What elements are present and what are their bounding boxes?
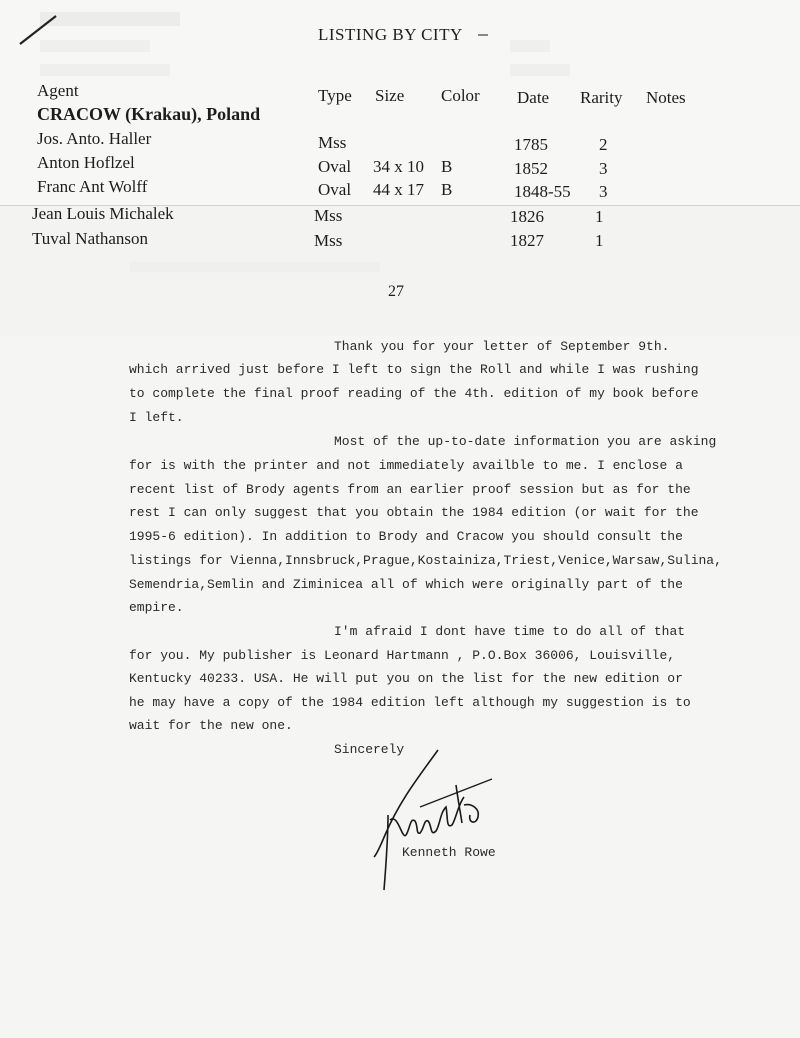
col-notes: Notes [646,88,686,107]
row-rarity: 3 [599,182,608,201]
letter-line: empire. [129,600,184,615]
row-color: B [441,157,453,176]
page-number: 27 [388,283,404,300]
letter-line: I left. [129,410,184,425]
show-through [510,64,570,76]
closing: Sincerely [334,742,405,757]
col-agent: Agent [37,81,79,100]
row-date: 1848-55 [514,182,571,201]
letter-line: rest I can only suggest that you obtain the 1984 edition (or wait for the [129,505,699,520]
row-rarity: 1 [595,231,604,250]
row-size: 34 x 10 [373,157,424,176]
letter-line: for you. My publisher is Leonard Hartmann , P.O.Box 36006, Louisville, [129,648,676,663]
letter-line: Most of the up-to-date information you are asking [334,434,717,449]
row-color: B [441,180,453,199]
letter-line: recent list of Brody agents from an earlier proof session but as for the [129,482,691,497]
row-rarity: 2 [599,135,608,154]
row-type: Mss [314,206,343,225]
letter-line: he may have a copy of the 1984 edition left although my suggestion is to [129,695,691,710]
col-rarity: Rarity [580,88,623,107]
letter-line: listings for Vienna,Innsbruck,Prague,Kostainiza,Triest,Venice,Warsaw,Sulina, [129,553,722,568]
letter-line: to complete the final proof reading of the 4th. edition of my book before [129,386,699,401]
city-heading: CRACOW (Krakau), Poland [37,104,261,124]
stray-mark [478,34,488,36]
row-date: 1785 [514,135,548,154]
row-type: Mss [314,231,343,250]
row-type: Mss [318,133,347,152]
row-date: 1826 [510,207,544,226]
letter-line: for is with the printer and not immediately availble to me. I enclose a [129,458,683,473]
col-type: Type [318,86,352,105]
col-color: Color [441,86,480,105]
letter-line: which arrived just before I left to sign the Roll and while I was rushing [129,362,699,377]
row-date: 1852 [514,159,548,178]
letter-line: I'm afraid I dont have time to do all of that [334,624,686,639]
row-agent: Anton Hoflzel [37,153,135,172]
row-type: Oval [318,157,352,176]
col-date: Date [517,88,550,107]
letter-line: Semendria,Semlin and Ziminicea all of which were originally part of the [129,577,683,592]
row-agent: Jos. Anto. Haller [37,129,152,148]
signer-name: Kenneth Rowe [402,845,496,860]
listing-title: LISTING BY CITY [318,25,463,44]
letter-line: wait for the new one. [129,718,293,733]
row-date: 1827 [510,231,544,250]
handwritten-signature [360,745,510,895]
show-through [40,12,180,26]
row-size: 44 x 17 [373,180,424,199]
row-rarity: 1 [595,207,604,226]
letter-line: 1995-6 edition). In addition to Brody and Cracow you should consult the [129,529,683,544]
row-rarity: 3 [599,159,608,178]
row-type: Oval [318,180,352,199]
row-agent: Jean Louis Michalek [32,204,174,223]
letter-line: Kentucky 40233. USA. He will put you on the list for the new edition or [129,671,683,686]
col-size: Size [375,86,405,105]
show-through [130,262,380,272]
show-through [40,64,170,76]
check-mark-icon [18,12,58,52]
listing-strip-lower [0,206,800,336]
row-agent: Tuval Nathanson [32,229,149,248]
letter-line: Thank you for your letter of September 9th. [334,339,670,354]
row-agent: Franc Ant Wolff [37,177,148,196]
show-through [510,40,550,52]
